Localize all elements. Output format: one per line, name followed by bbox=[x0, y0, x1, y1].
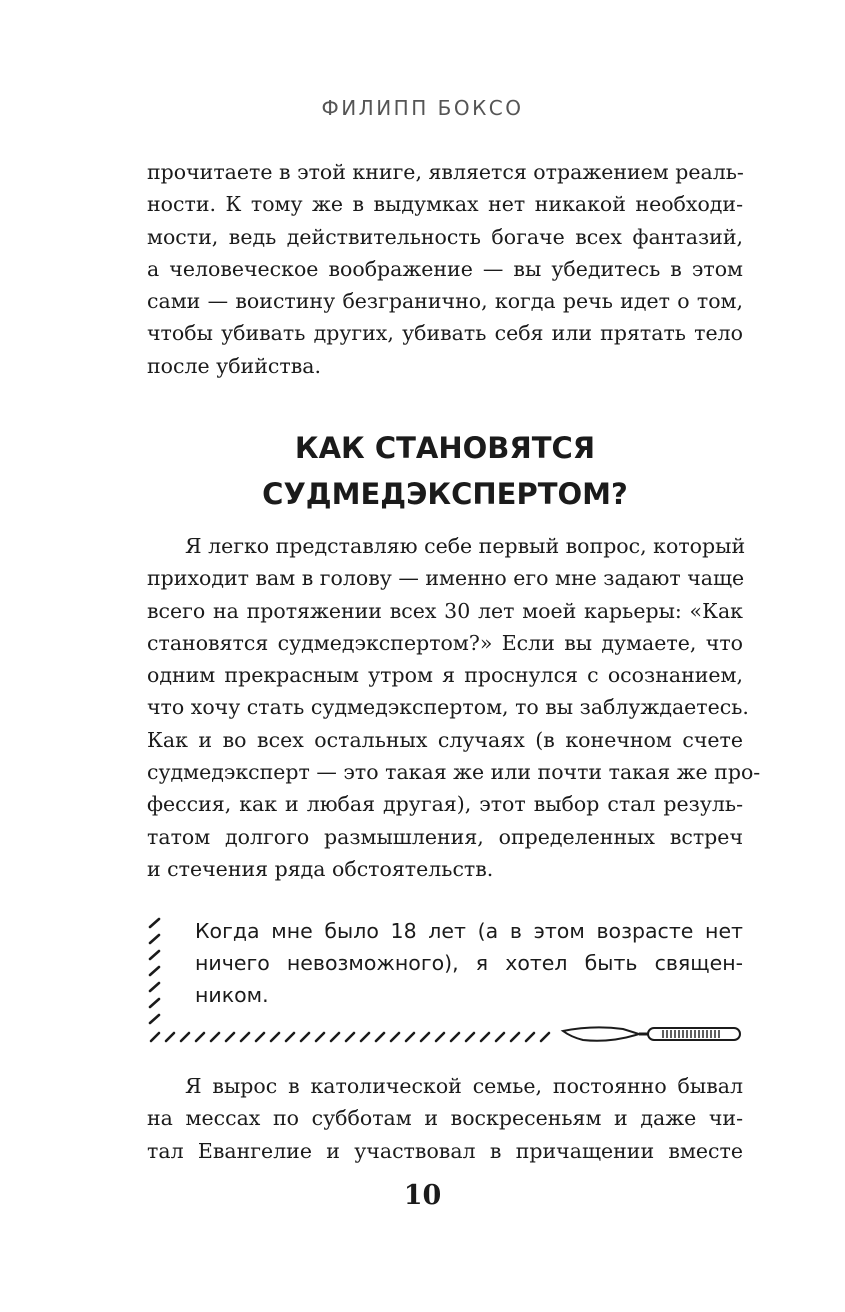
text-line: одним прекрасным утром я проснулся с осознанием, bbox=[147, 663, 743, 688]
heading-line: СУДМЕДЭКСПЕРТОМ? bbox=[262, 477, 628, 511]
text-line: ничего невозможного), я хотел быть священ- bbox=[195, 951, 743, 975]
callout-text bbox=[195, 915, 743, 1011]
text-line: а человеческое воображение — вы убедитесь в этом bbox=[147, 256, 743, 281]
text-line: судмедэксперт — это такая же или почти такая же про- bbox=[147, 760, 761, 785]
text-line: мости, ведь действительность богаче всех фантазий, bbox=[147, 224, 743, 249]
section-heading bbox=[147, 425, 743, 517]
text-line: чтобы убивать других, убивать себя или прятать тело bbox=[147, 321, 743, 346]
text-line: прочитаете в этой книге, является отражением реаль- bbox=[147, 160, 744, 184]
text-line: Я легко представляю себе первый вопрос, который bbox=[185, 534, 746, 558]
text-line: Когда мне было 18 лет (а в этом возрасте нет bbox=[195, 919, 743, 943]
running-head: ФИЛИПП БОКСО bbox=[321, 96, 524, 120]
text-line: ником. bbox=[195, 983, 269, 1007]
text-line: Как и во всех остальных случаях (в конечном счете bbox=[147, 727, 743, 752]
text-line: ности. К тому же в выдумках нет никакой необходи- bbox=[147, 192, 743, 217]
paragraph-2 bbox=[147, 530, 761, 885]
paragraph-1 bbox=[147, 156, 743, 382]
text-line: после убийства. bbox=[147, 353, 321, 378]
hatched-bottom-border bbox=[151, 1033, 549, 1041]
scalpel-icon bbox=[563, 1027, 740, 1040]
text-line: становятся судмедэкспертом?» Если вы думаете, что bbox=[147, 630, 743, 655]
text-line: всего на протяжении всех 30 лет моей карьеры: «Как bbox=[147, 598, 743, 623]
text-line: татом долгого размышления, определенных встреч bbox=[147, 824, 743, 849]
paragraph-3 bbox=[147, 1070, 743, 1167]
text-line: приходит вам в голову — именно его мне задают чаще bbox=[147, 566, 745, 591]
page-number: 10 bbox=[403, 1180, 442, 1211]
text-line: фессия, как и любая другая), этот выбор стал резуль- bbox=[147, 792, 743, 817]
heading-line: КАК СТАНОВЯТСЯ bbox=[294, 431, 596, 465]
hatched-left-border bbox=[150, 919, 159, 1023]
text-line: Я вырос в католической семье, постоянно бывал bbox=[185, 1074, 743, 1098]
text-line: сами — воистину безгранично, когда речь идет о том, bbox=[147, 289, 743, 314]
text-line: на мессах по субботам и воскресеньям и даже чи- bbox=[147, 1106, 743, 1131]
text-line: тал Евангелие и участвовал в причащении вместе bbox=[147, 1138, 743, 1163]
text-line: что хочу стать судмедэкспертом, то вы заблуждаетесь. bbox=[147, 695, 749, 720]
text-line: и стечения ряда обстоятельств. bbox=[147, 856, 494, 881]
